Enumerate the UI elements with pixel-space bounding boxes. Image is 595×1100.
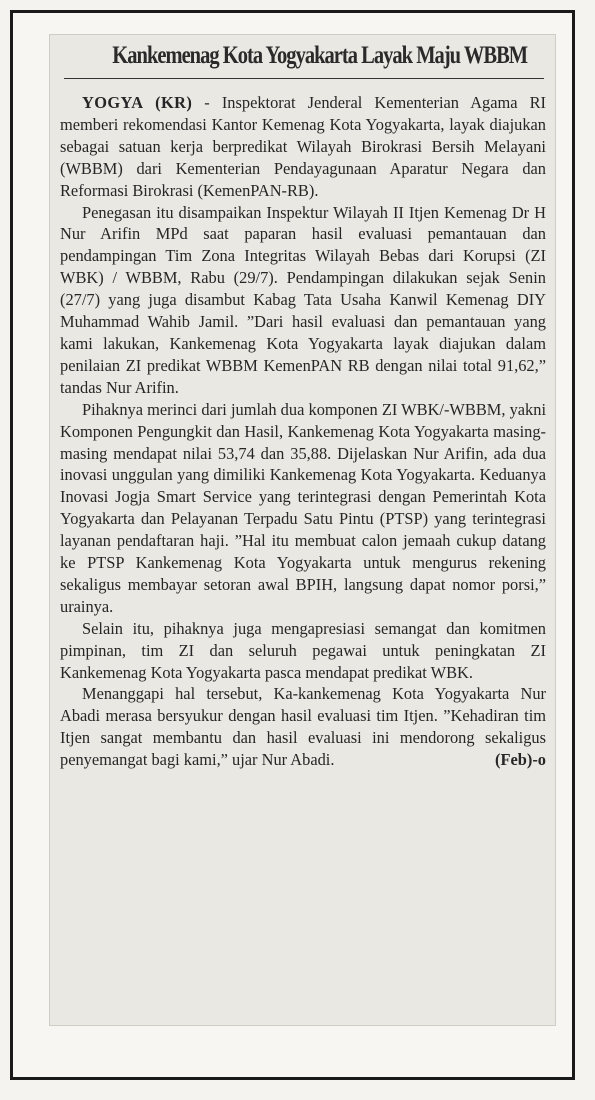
paragraph-lead bbox=[60, 92, 546, 202]
paragraph-text: Menanggapi hal tersebut, Ka-kankemenag Kota Yogyakarta Nur Abadi merasa bersyukur dengan hasil evaluasi tim Itjen. ”Kehadiran tim Itjen sangat membantu dan hasil evaluasi ini mendorong sekaligus penyemangat bagi kami,” ujar Nur Abadi. bbox=[60, 684, 546, 770]
paragraph: Selain itu, pihaknya juga mengapresiasi semangat dan komitmen pimpinan, tim ZI dan seluruh pegawai untuk peningkatan ZI Kankemenag Kota Yogyakarta pasca mendapat predikat WBK. bbox=[60, 618, 546, 682]
paragraph-last bbox=[60, 683, 546, 771]
paragraph: Pihaknya merinci dari jumlah dua komponen ZI WBK/-WBBM, yakni Komponen Pengungkit dan Hasil, Kankemenag Kota Yogyakarta masing-masing mendapat nilai 53,74 dan 35,88. Dijelaskan Nur Arifin, ada dua inovasi unggulan yang dimiliki Kankemenag Kota Yogyakarta. Keduanya Inovasi Jogja Smart Service yang terintegrasi dengan Pemerintah Kota Yogyakarta dan Pelayanan Terpadu Satu Pintu (PTSP) yang terintegrasi layanan pendaftaran haji. ”Hal itu membuat calon jemaah cukup datang ke PTSP Kankemenag Kota Yogyakarta untuk mengurus rekening sekaligus membayar setoran awal BPIH, langsung dapat nomor porsi,” urainya. bbox=[60, 399, 546, 616]
article-body bbox=[60, 92, 546, 771]
lead-text: - Inspektorat Jenderal Kementerian Agama RI memberi rekomendasi Kantor Kemenag Kota Yogyakarta, layak diajukan sebagai satuan kerja berpredikat Wilayah Birokrasi Bersih Melayani (WBBM) dari Kementerian Pendayagunaan Aparatur Negara dan Reformasi Birokrasi (KemenPAN-RB). bbox=[60, 93, 547, 200]
byline-signature: (Feb)-o bbox=[495, 750, 546, 770]
headline: Kankemenag Kota Yogyakarta Layak Maju WBBM bbox=[112, 42, 528, 69]
headline-rule bbox=[64, 78, 544, 79]
paragraph: Penegasan itu disampaikan Inspektur Wilayah II Itjen Kemenag Dr H Nur Arifin MPd saat paparan hasil evaluasi pemantauan dan pendampingan Tim Zona Integritas Wilayah Bebas dari Korupsi (ZI WBK) / WBBM, Rabu (29/7). Pendampingan dilakukan sejak Senin (27/7) yang juga disambut Kabag Tata Usaha Kanwil Kemenag DIY Muhammad Wahib Jamil. ”Dari hasil evaluasi dan pemantauan yang kami lakukan, Kankemenag Kota Yogyakarta layak diajukan dalam penilaian ZI predikat WBBM KemenPAN RB dengan nilai total 91,62,” tandas Nur Arifin. bbox=[60, 202, 546, 397]
dateline: YOGYA (KR) bbox=[82, 93, 193, 112]
